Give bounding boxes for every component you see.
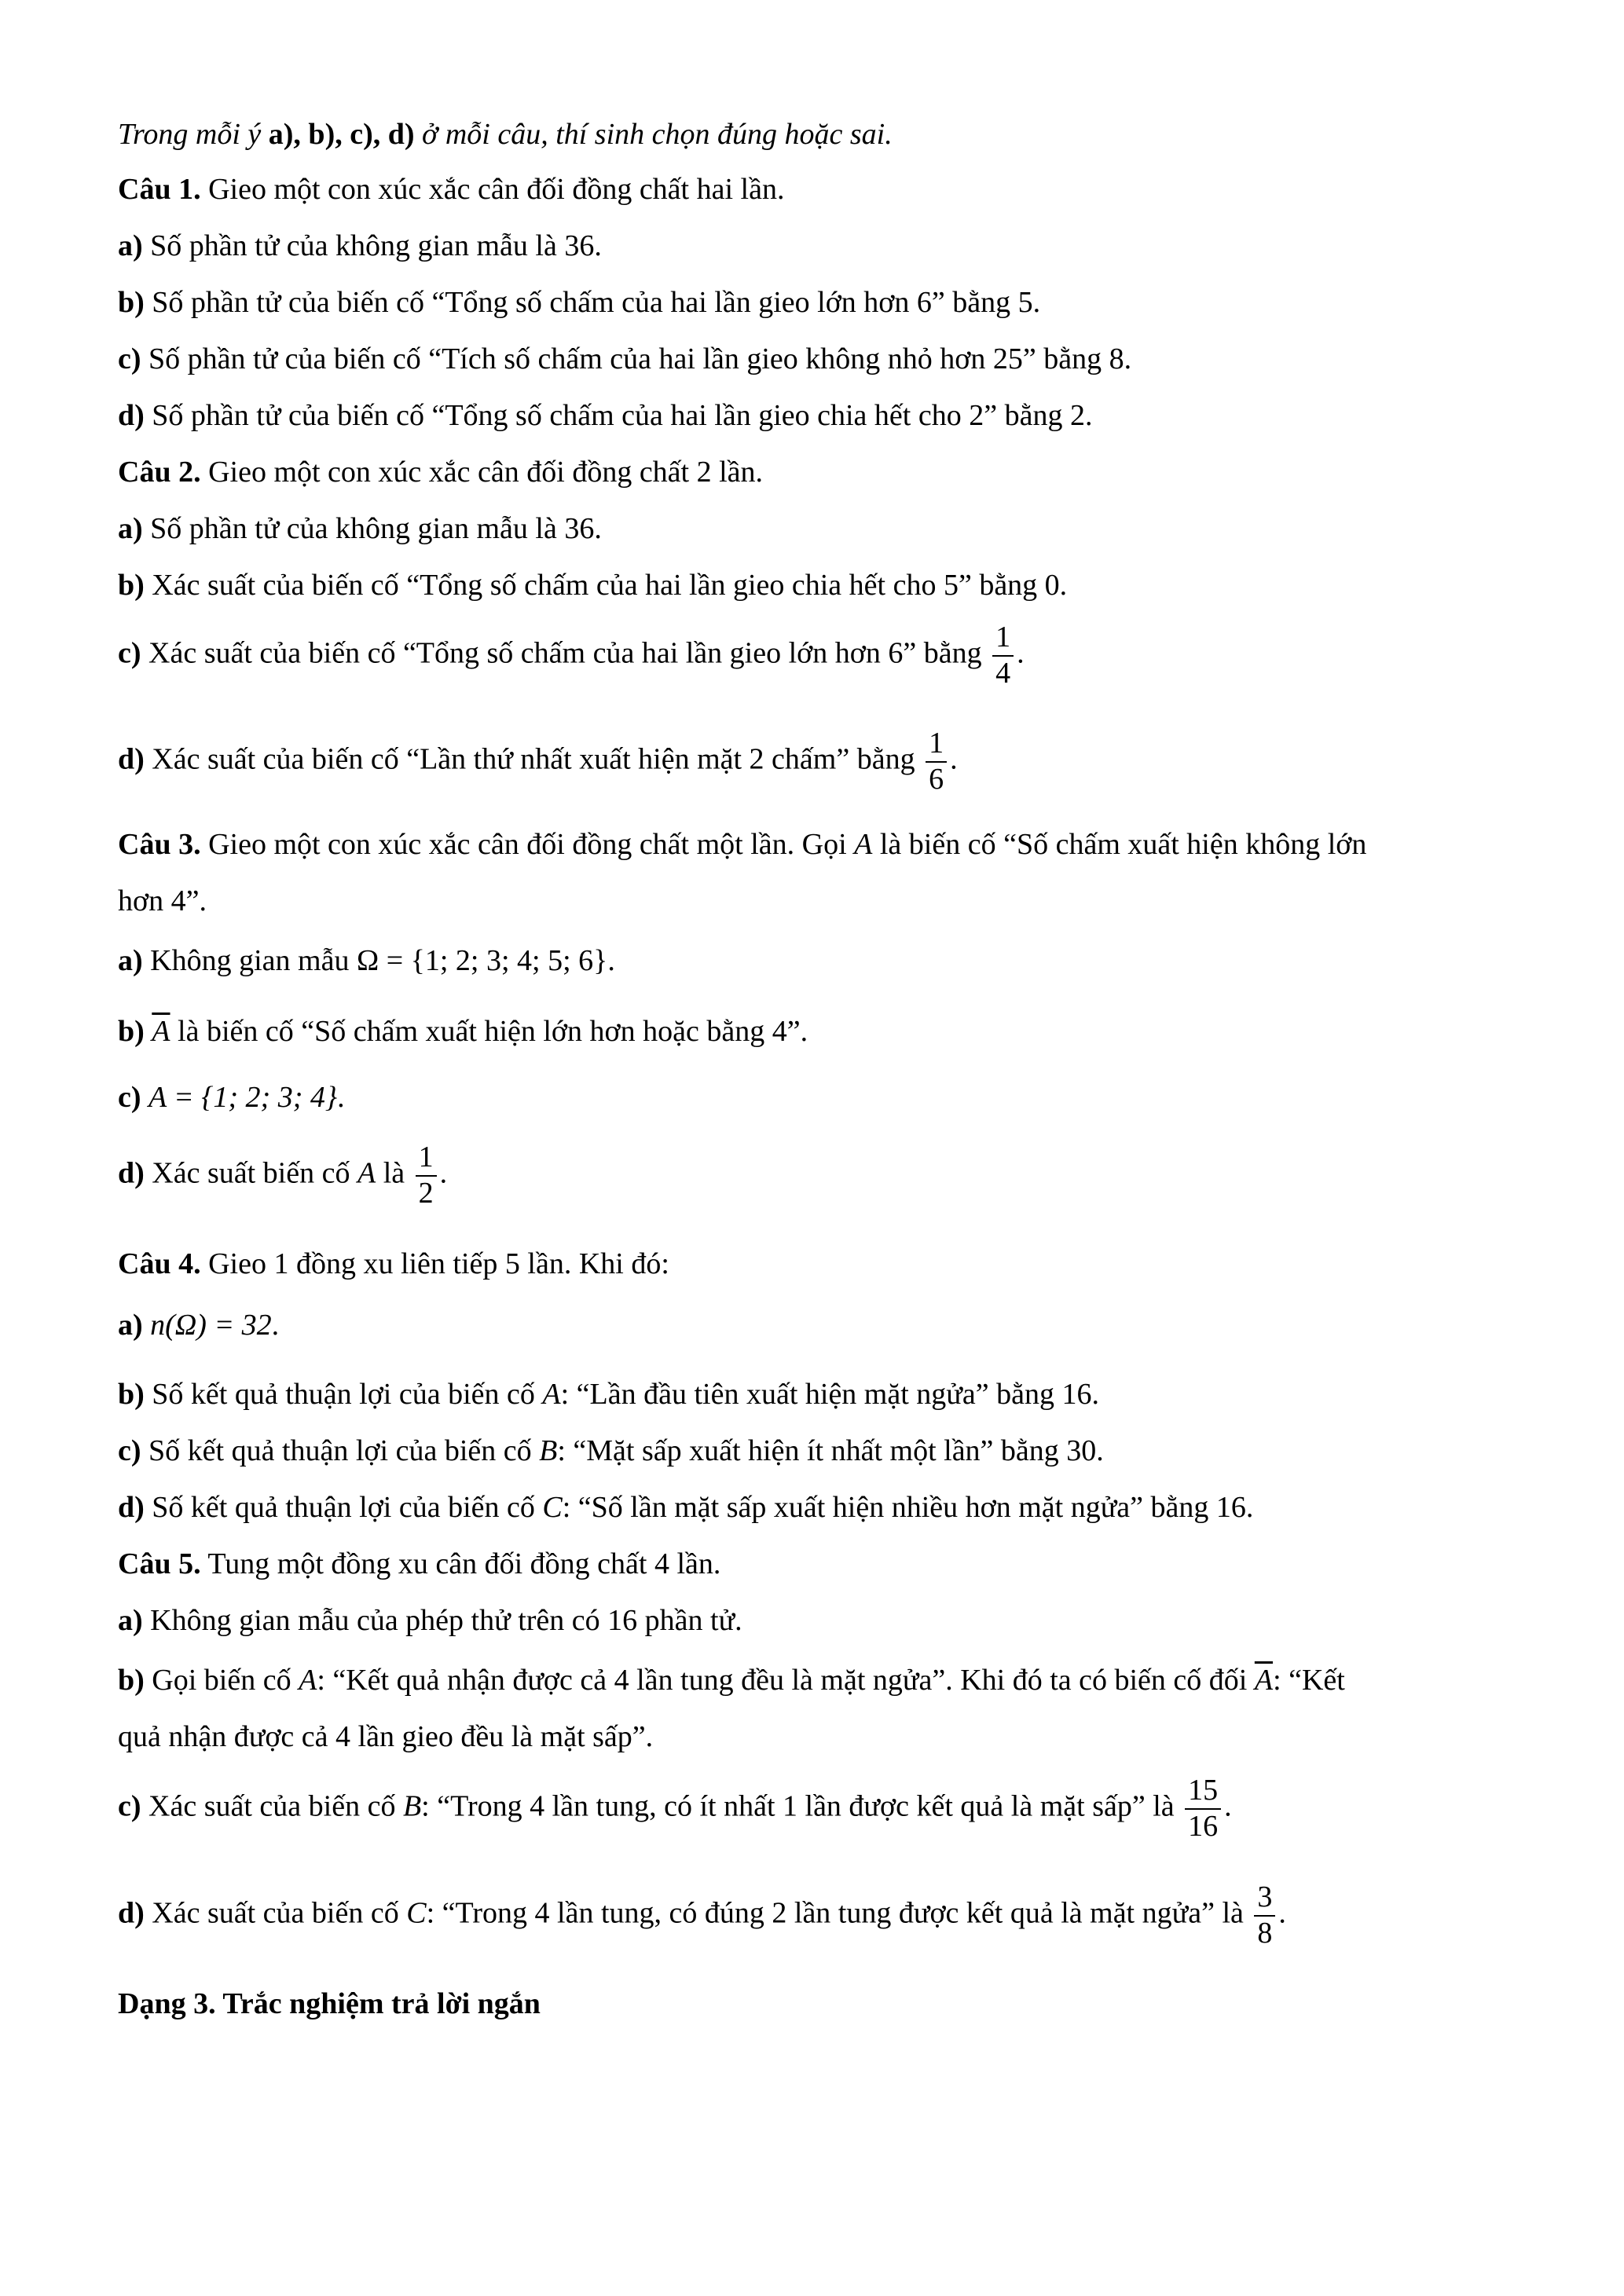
q1-option-d: d) Số phần tử của biến cố “Tổng số chấm của hai lần gieo chia hết cho 2” bằng 2.: [118, 399, 1093, 432]
question-3: Câu 3. Gieo một con xúc xắc cân đối đồng chất một lần. Gọi A là biến cố “Số chấm xuất hiện không lớn: [118, 828, 1367, 861]
q4-option-a: a) n(Ω) = 32.: [118, 1309, 280, 1342]
question-4: Câu 4. Gieo 1 đồng xu liên tiếp 5 lần. Khi đó:: [118, 1247, 669, 1280]
complement-var: $\overline{A}$: [1254, 1664, 1274, 1697]
q3-option-b: b) $\overline{A}$ là biến cố “Số chấm xuất hiện lớn hơn hoặc bằng 4”.: [118, 1015, 808, 1048]
q2-option-d: d) Xác suất của biến cố “Lần thứ nhất xuất hiện mặt 2 chấm” bằng $\frac{1}{6}$ .: [118, 727, 958, 796]
q4-option-b: b) Số kết quả thuận lợi của biến cố A: “Lần đầu tiên xuất hiện mặt ngửa” bằng 16.: [118, 1378, 1099, 1411]
q5-option-b: b) Gọi biến cố A: “Kết quả nhận được cả 4 lần tung đều là mặt ngửa”. Khi đó ta có biến cố đối $\overline{A}$: “Kết: [118, 1664, 1345, 1697]
q3-option-d: d) Xác suất biến cố A là $\frac{1}{2}$ .: [118, 1141, 448, 1210]
q5-option-a: a) Không gian mẫu của phép thử trên có 16 phần tử.: [118, 1604, 742, 1637]
section-heading: Dạng 3. Trắc nghiệm trả lời ngắn: [118, 1987, 541, 2020]
q5-option-d: d) Xác suất của biến cố C: “Trong 4 lần tung, có đúng 2 lần tung được kết quả là mặt ngửa” là $\frac{3}{8}$ .: [118, 1880, 1286, 1950]
q4-option-c: c) Số kết quả thuận lợi của biến cố B: “Mặt sấp xuất hiện ít nhất một lần” bằng 30.: [118, 1434, 1104, 1467]
fraction: $\frac{1}{6}$: [926, 727, 947, 796]
q2-option-b: b) Xác suất của biến cố “Tổng số chấm của hai lần gieo chia hết cho 5” bằng 0.: [118, 569, 1068, 602]
math-expression: Ω = {1; 2; 3; 4; 5; 6}: [356, 944, 608, 977]
question-5: Câu 5. Tung một đồng xu cân đối đồng chất 4 lần.: [118, 1547, 721, 1580]
complement-var: $\overline{A}$: [152, 1015, 170, 1048]
q4-option-d: d) Số kết quả thuận lợi của biến cố C: “Số lần mặt sấp xuất hiện nhiều hơn mặt ngửa” bằng 16.: [118, 1491, 1254, 1524]
q2-option-c: c) Xác suất của biến cố “Tổng số chấm của hai lần gieo lớn hơn 6” bằng $\frac{1}{4}$ .: [118, 621, 1025, 690]
fraction: $\frac{15}{16}$: [1185, 1774, 1221, 1844]
fraction: $\frac{1}{4}$: [992, 621, 1014, 690]
instructions: Trong mỗi ý a), b), c), d) ở mỗi câu, thí sinh chọn đúng hoặc sai.: [118, 118, 893, 151]
math-expression: n(Ω) = 32: [150, 1309, 272, 1342]
question-3-cont: hơn 4”.: [118, 884, 207, 917]
q1-option-c: c) Số phần tử của biến cố “Tích số chấm của hai lần gieo không nhỏ hơn 25” bằng 8.: [118, 342, 1132, 375]
question-1: Câu 1. Gieo một con xúc xắc cân đối đồng chất hai lần.: [118, 173, 785, 206]
question-2: Câu 2. Gieo một con xúc xắc cân đối đồng chất 2 lần.: [118, 456, 764, 489]
q5-option-b-cont: quả nhận được cả 4 lần gieo đều là mặt sấp”.: [118, 1720, 654, 1753]
q5-option-c: c) Xác suất của biến cố B: “Trong 4 lần tung, có ít nhất 1 lần được kết quả là mặt sấp” là $\frac{15}{16}$ .: [118, 1774, 1232, 1843]
q1-option-a: a) Số phần tử của không gian mẫu là 36.: [118, 229, 602, 262]
q3-option-a: a) Không gian mẫu Ω = {1; 2; 3; 4; 5; 6}.: [118, 944, 615, 977]
math-expression: A = {1; 2; 3; 4}: [148, 1081, 338, 1114]
fraction: $\frac{3}{8}$: [1254, 1880, 1275, 1950]
q3-option-c: c) A = {1; 2; 3; 4}.: [118, 1081, 345, 1114]
fraction: $\frac{1}{2}$: [416, 1141, 437, 1210]
q1-option-b: b) Số phần tử của biến cố “Tổng số chấm của hai lần gieo lớn hơn 6” bằng 5.: [118, 286, 1041, 319]
q2-option-a: a) Số phần tử của không gian mẫu là 36.: [118, 512, 602, 545]
